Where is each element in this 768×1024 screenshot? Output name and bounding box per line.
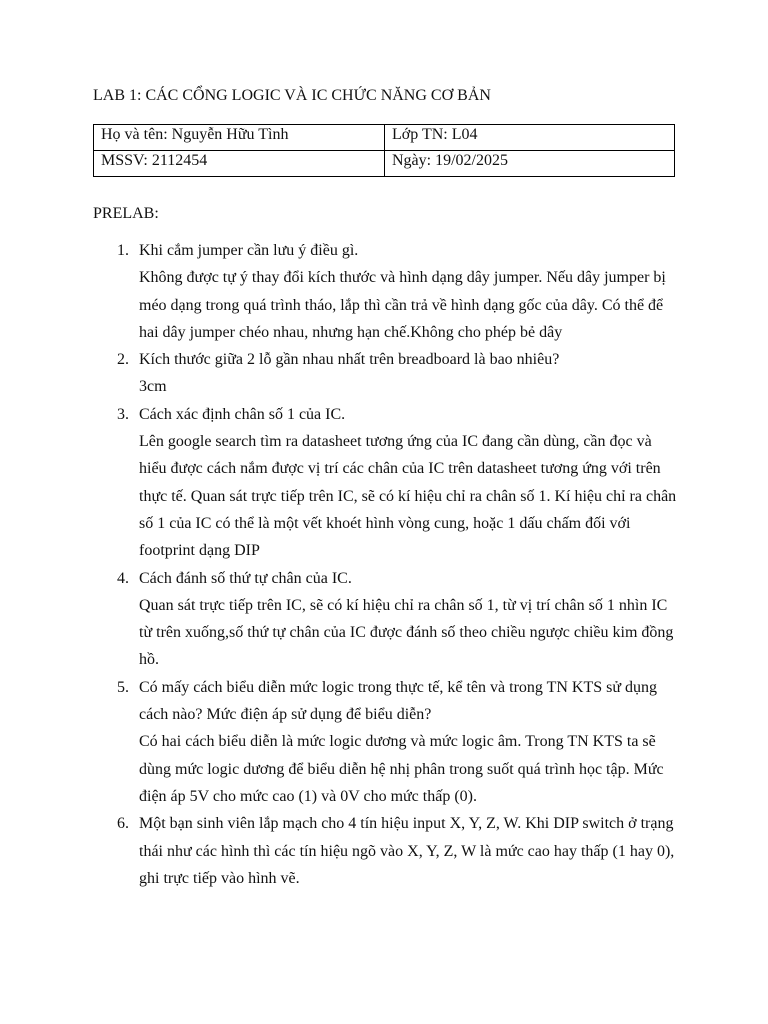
prelab-heading: PRELAB:	[93, 205, 159, 222]
question-text: Cách đánh số thứ tự chân của IC.	[139, 569, 352, 587]
question-number: 6.	[117, 815, 129, 833]
student-info-table	[93, 124, 675, 177]
question-text: Một bạn sinh viên lắp mạch cho 4 tín hiệu input X, Y, Z, W. Khi DIP switch ở trạng thái như các hình thì các tín hiệu ngõ vào X, Y, Z, W là mức cao hay thấp (1 hay 0), ghi trực tiếp vào hình vẽ.	[139, 815, 675, 887]
question-number: 1.	[117, 242, 129, 259]
table-row	[94, 125, 675, 151]
question-number: 4.	[117, 569, 129, 587]
class-cell: Lớp TN: L04	[385, 125, 675, 151]
question-text: Có mấy cách biểu diễn mức logic trong thực tế, kể tên và trong TN KTS sử dụng cách nào? Mức điện áp sử dụng để biểu diễn?	[139, 678, 658, 724]
answer-text: Có hai cách biểu diễn là mức logic dương và mức logic âm. Trong TN KTS ta sẽ dùng mức logic dương để biểu diễn hệ nhị phân trong suốt quá trình học tập. Mức điện áp 5V cho mức cao (1) và 0V cho mức thấp (0).	[139, 733, 664, 805]
list-item	[93, 810, 683, 892]
student-id-cell: MSSV: 2112454	[94, 151, 385, 177]
list-item	[93, 401, 683, 565]
date-cell: Ngày: 19/02/2025	[385, 151, 675, 177]
list-item	[93, 237, 683, 346]
list-item	[93, 674, 683, 810]
list-item	[93, 565, 683, 674]
question-text: Cách xác định chân số 1 của IC.	[139, 405, 346, 423]
table-row	[94, 151, 675, 177]
question-text: Khi cắm jumper cần lưu ý điều gì.	[139, 242, 359, 259]
prelab-question-list	[93, 237, 683, 892]
question-number: 2.	[117, 351, 129, 369]
answer-text: Không được tự ý thay đổi kích thước và hình dạng dây jumper. Nếu dây jumper bị méo dạng trong quá trình tháo, lắp thì cần trả về hình dạng gốc của dây. Có thể để hai dây jumper chéo nhau, nhưng hạn chế.Không cho phép bẻ dây	[139, 269, 666, 341]
answer-text: Quan sát trực tiếp trên IC, sẽ có kí hiệu chỉ ra chân số 1, từ vị trí chân số 1 nhìn IC từ trên xuống,số thứ tự chân của IC được đánh số theo chiều ngược chiều kim đồng hồ.	[139, 596, 674, 669]
document-title: LAB 1: CÁC CỔNG LOGIC VÀ IC CHỨC NĂNG CƠ BẢN	[93, 87, 491, 104]
student-name-cell: Họ và tên: Nguyễn Hữu Tình	[94, 125, 385, 151]
answer-text: Lên google search tìm ra datasheet tương ứng của IC đang cần dùng, cần đọc và hiểu được cách nắm được vị trí các chân của IC trên datasheet tương ứng với trên thực tế. Quan sát trực tiếp trên IC, sẽ có kí hiệu chỉ ra chân số 1. Kí hiệu chỉ ra chân số 1 của IC có thể là một vết khoét hình vòng cung, hoặc 1 dấu chấm đối với footprint dạng DIP	[139, 433, 677, 560]
question-number: 3.	[117, 405, 129, 423]
answer-text: 3cm	[139, 378, 167, 396]
question-text: Kích thước giữa 2 lỗ gần nhau nhất trên breadboard là bao nhiêu?	[139, 351, 560, 369]
list-item	[93, 346, 683, 401]
question-number: 5.	[117, 678, 129, 696]
